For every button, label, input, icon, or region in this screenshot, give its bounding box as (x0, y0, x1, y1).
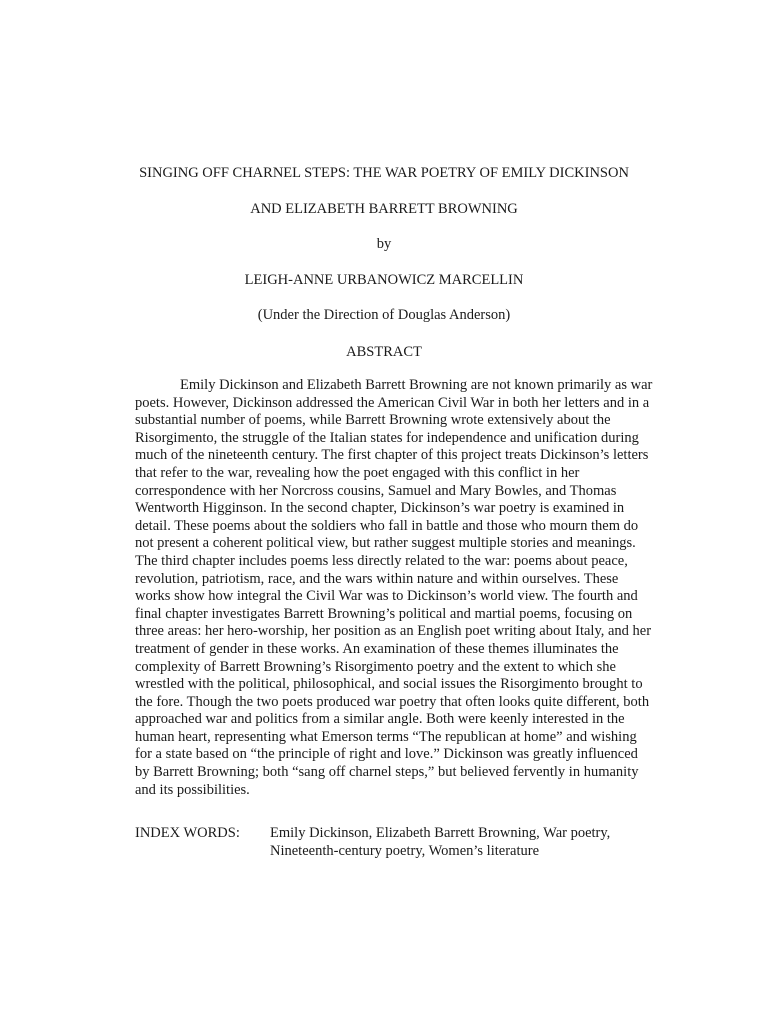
abstract-line: for a state based on “the principle of right and love.” Dickinson was greatly influenced (135, 746, 638, 763)
index-words-line-1: Emily Dickinson, Elizabeth Barrett Browning, War poetry, (270, 825, 611, 841)
abstract-line: Risorgimento, the struggle of the Italian states for independence and unification during (135, 429, 639, 446)
abstract-line: final chapter investigates Barrett Browning’s political and martial poems, focusing on (135, 605, 633, 622)
abstract-line: correspondence with her Norcross cousins, Samuel and Mary Bowles, and Thomas (135, 482, 617, 499)
title-line-2: AND ELIZABETH BARRETT BROWNING (250, 201, 518, 217)
abstract-line: by Barrett Browning; both “sang off charnel steps,” but believed fervently in humanity (135, 764, 639, 781)
abstract-line: that refer to the war, revealing how the poet engaged with this conflict in her (135, 464, 580, 481)
direction-line: (Under the Direction of Douglas Anderson) (257, 307, 511, 323)
abstract-line: much of the nineteenth century. The first chapter of this project treats Dickinson’s letters (135, 447, 649, 464)
abstract-line: detail. These poems about the soldiers who fall in battle and those who mourn them do (135, 517, 639, 534)
abstract-line: Emily Dickinson and Elizabeth Barrett Browning are not known primarily as war (180, 377, 653, 393)
abstract-line: poets. However, Dickinson addressed the American Civil War in both her letters and in a (135, 394, 650, 411)
abstract-line: three areas: her hero-worship, her position as an English poet writing about Italy, and her (135, 623, 652, 640)
title-line-1: SINGING OFF CHARNEL STEPS: THE WAR POETRY OF EMILY DICKINSON (139, 165, 629, 181)
abstract-line: approached war and politics from a similar angle. Both were keenly interested in the (135, 711, 625, 728)
abstract-line: and its possibilities. (135, 781, 250, 798)
by-line: by (376, 236, 392, 252)
abstract-body (135, 377, 655, 799)
abstract-line: The third chapter includes poems less directly related to the war: poems about peace, (135, 552, 628, 569)
abstract-line: Wentworth Higginson. In the second chapter, Dickinson’s war poetry is examined in (135, 500, 625, 517)
index-words-label: INDEX WORDS: (135, 825, 240, 841)
index-words-line-2: Nineteenth-century poetry, Women’s literature (270, 843, 540, 859)
abstract-line: human heart, representing what Emerson terms “The republican at home” and wishing (135, 728, 637, 745)
abstract-line: the fore. Though the two poets produced war poetry that often looks quite different, both (135, 693, 650, 710)
abstract-heading: ABSTRACT (346, 344, 422, 360)
abstract-line: works show how integral the Civil War was to Dickinson’s world view. The fourth and (135, 588, 638, 605)
abstract-line: not present a coherent political view, but rather suggest multiple stories and meanings. (135, 535, 636, 552)
abstract-line: treatment of gender in these works. An examination of these themes illuminates the (135, 640, 619, 657)
abstract-line: revolution, patriotism, race, and the wars within nature and within ourselves. These (135, 570, 619, 587)
abstract-line: complexity of Barrett Browning’s Risorgimento poetry and the extent to which she (135, 658, 616, 675)
abstract-line: wrestled with the political, philosophical, and social issues the Risorgimento brought to (135, 676, 643, 693)
index-words-values (270, 824, 610, 860)
author-name: LEIGH-ANNE URBANOWICZ MARCELLIN (244, 272, 524, 288)
abstract-line: substantial number of poems, while Barrett Browning wrote extensively about the (135, 412, 611, 429)
